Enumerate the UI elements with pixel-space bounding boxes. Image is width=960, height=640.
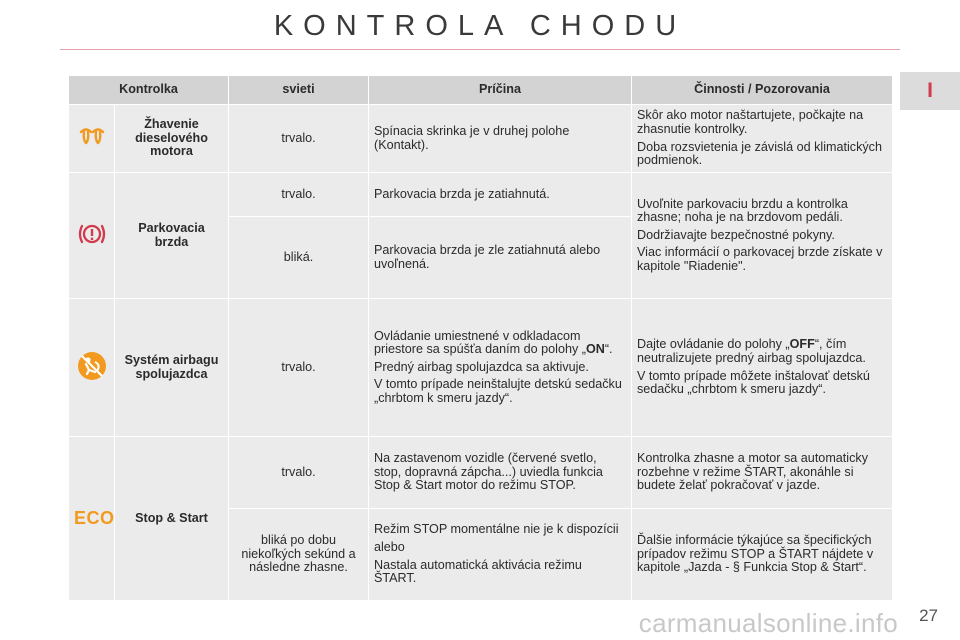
- airbag-cause-1: [374, 330, 626, 357]
- glow-action-1: Skôr ako motor naštartujete, počkajte na zhasnutie kontrolky.: [637, 108, 864, 136]
- table-row: [69, 299, 893, 437]
- parking-brake-icon: [77, 221, 107, 247]
- stopstart-cause-2b: alebo: [374, 539, 405, 554]
- brake-action-1: Uvoľnite parkovaciu brzdu a kontrolka zhasne; noha je na brzdovom pedáli.: [637, 196, 848, 225]
- table-header-row: [69, 76, 893, 105]
- header-svieti: svieti: [229, 76, 369, 105]
- glow-name: Žhavenie dieselového motora: [115, 105, 229, 173]
- airbag-off-icon: [76, 350, 108, 382]
- brake-action-3: Viac informácií o parkovacej brzde získate v kapitole "Riadenie".: [637, 245, 883, 273]
- brake-cause-1: Parkovacia brzda je zatiahnutá.: [369, 173, 632, 217]
- airbag-cause-1-end: “.: [604, 342, 613, 357]
- glow-icon-cell: [69, 105, 115, 173]
- airbag-off-label: OFF: [789, 337, 815, 352]
- airbag-cause-1-text: Ovládanie umiestnené v odkladacom priestore sa spúšťa daním do polohy „: [374, 328, 586, 357]
- glow-plug-icon: [77, 126, 107, 148]
- chapter-tab[interactable]: I: [900, 72, 960, 110]
- stopstart-action-2: Ďalšie informácie týkajúce sa špecifických prípadov režimu STOP a ŠTART nájdete v kapitole „Jazda - § Funkcia Stop & Start“.: [632, 509, 893, 601]
- brake-cause-2: Parkovacia brzda je zle zatiahnutá alebo uvoľnená.: [369, 217, 632, 299]
- header-kontrolka: Kontrolka: [69, 76, 229, 105]
- airbag-cause-2: Predný airbag spolujazdca sa aktivuje.: [374, 359, 589, 374]
- glow-cause: Spínacia skrinka je v druhej polohe (Kontakt).: [369, 105, 632, 173]
- airbag-on-label: ON: [585, 342, 605, 357]
- airbag-actions: [632, 299, 893, 437]
- eco-icon-text: ECO: [74, 507, 115, 528]
- title-divider: [60, 49, 900, 50]
- stopstart-state-2: bliká po dobu niekoľkých sekúnd a následne zhasne.: [229, 509, 369, 601]
- airbag-action-1-text: Dajte ovládanie do polohy „: [637, 337, 790, 352]
- header-cinnost: Činnosti / Pozorovania: [632, 76, 893, 105]
- glow-action-2: Doba rozsvietenia je závislá od klimatických podmienok.: [637, 139, 882, 168]
- eco-icon-cell: [69, 437, 115, 601]
- table-row: [69, 173, 893, 217]
- stopstart-cause-2c: Nastala automatická aktivácia režimu ŠTART.: [374, 557, 582, 586]
- stopstart-action-1: Kontrolka zhasne a motor sa automaticky rozbehne v režime ŠTART, akonáhle si budete želať pokračovať v jazde.: [632, 437, 893, 509]
- stopstart-causes-2: [369, 509, 632, 601]
- brake-action-2: Dodržiavajte bezpečnostné pokyny.: [637, 227, 835, 242]
- brake-icon-cell: [69, 173, 115, 299]
- brake-state-2: bliká.: [229, 217, 369, 299]
- eco-icon: [74, 509, 115, 528]
- airbag-state: trvalo.: [229, 299, 369, 437]
- airbag-cause-3: V tomto prípade neinštalujte detskú sedačku „chrbtom k smeru jazdy“.: [374, 377, 622, 405]
- stopstart-cause-2a: Režim STOP momentálne nie je k dispozícii: [374, 522, 619, 537]
- airbag-action-1: [637, 338, 887, 365]
- page-title: KONTROLA CHODU: [273, 10, 687, 42]
- airbag-causes: [369, 299, 632, 437]
- airbag-icon-cell: [69, 299, 115, 437]
- stopstart-name: Stop & Start: [115, 437, 229, 601]
- watermark: carmanualsonline.info: [638, 608, 898, 638]
- table-row: [69, 105, 893, 173]
- stopstart-cause-1: Na zastavenom vozidle (červené svetlo, stop, dopravná zápcha...) uviedla funkcia Stop & Start motor do režimu STOP.: [369, 437, 632, 509]
- glow-actions: [632, 105, 893, 173]
- airbag-name: Systém airbagu spolujazdca: [115, 299, 229, 437]
- brake-actions: [632, 173, 893, 299]
- brake-state-1: trvalo.: [229, 173, 369, 217]
- header-pricina: Príčina: [369, 76, 632, 105]
- airbag-action-2: V tomto prípade môžete inštalovať detskú sedačku „chrbtom k smeru jazdy“.: [637, 368, 870, 397]
- airbag-action-1-end: “, čím neutralizujete predný airbag spolujazdca.: [637, 337, 866, 365]
- page-number: 27: [919, 606, 938, 625]
- brake-name: Parkovacia brzda: [115, 173, 229, 299]
- stopstart-state-1: trvalo.: [229, 437, 369, 509]
- glow-state: trvalo.: [229, 105, 369, 173]
- warning-lights-table: [68, 75, 893, 601]
- table-row: [69, 437, 893, 509]
